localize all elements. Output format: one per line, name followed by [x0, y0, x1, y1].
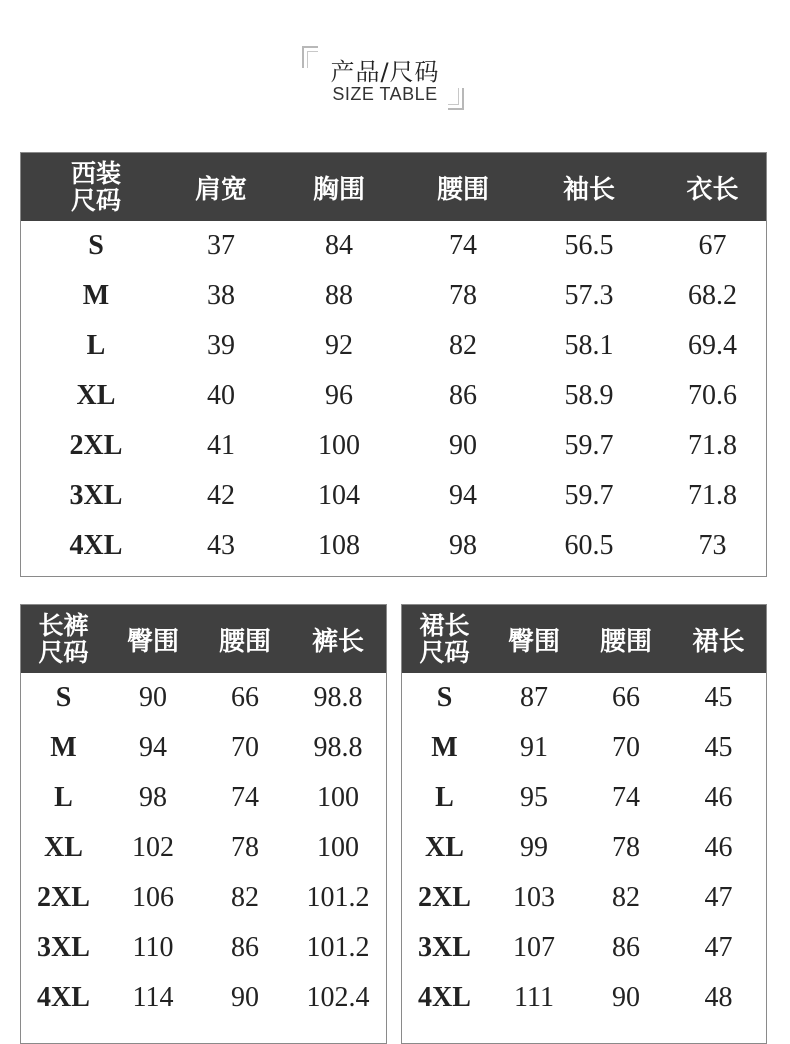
table-cell: 90	[139, 682, 167, 713]
table-cell: 86	[231, 932, 259, 963]
table-row	[21, 673, 386, 723]
column-header: 袖长	[519, 153, 659, 221]
table-cell: 74	[231, 782, 259, 813]
corner-header-line: 裙长	[419, 611, 470, 640]
table-cell: 98	[449, 530, 477, 561]
table-cell: 59.7	[564, 430, 614, 461]
table-cell: 92	[325, 330, 353, 361]
column-header: 腰围	[407, 153, 519, 221]
table-cell: 73	[698, 530, 727, 561]
title-block	[0, 0, 790, 130]
corner-header	[21, 153, 171, 221]
size-label: 3XL	[69, 480, 123, 511]
table-cell: 86	[449, 380, 477, 411]
column-header: 腰围	[581, 605, 671, 673]
table-cell: 70	[612, 732, 640, 763]
table-row	[21, 973, 386, 1023]
table-cell: 45	[704, 682, 733, 713]
corner-header-line: 西装	[70, 159, 121, 188]
table-cell: 107	[513, 932, 555, 963]
size-label: 2XL	[418, 882, 471, 913]
column-header: 胸围	[271, 153, 407, 221]
size-label: L	[86, 330, 106, 361]
size-label: XL	[44, 832, 83, 863]
table-cell: 101.2	[306, 882, 370, 913]
table-cell: 114	[132, 982, 174, 1013]
table-cell: 69.4	[688, 330, 737, 361]
table-row	[21, 521, 766, 571]
size-label: S	[436, 682, 453, 713]
table-cell: 91	[520, 732, 548, 763]
table-cell: 98.8	[313, 682, 363, 713]
table-cell: 43	[207, 530, 235, 561]
table-cell: 47	[704, 932, 733, 963]
table-row	[402, 723, 766, 773]
table-row	[21, 873, 386, 923]
column-header: 裤长	[290, 605, 386, 673]
table-cell: 100	[317, 782, 359, 813]
table-cell: 94	[449, 480, 477, 511]
table-row	[21, 471, 766, 521]
table-cell: 103	[513, 882, 555, 913]
table-cell: 47	[704, 882, 733, 913]
table-cell: 99	[520, 832, 548, 863]
corner-bracket-bottom-right	[448, 88, 464, 110]
corner-header	[21, 605, 106, 673]
table-row	[21, 271, 766, 321]
table-cell: 86	[612, 932, 640, 963]
table-cell: 87	[520, 682, 548, 713]
table-row	[21, 773, 386, 823]
table-cell: 110	[132, 932, 174, 963]
table-cell: 100	[317, 832, 359, 863]
table-cell: 40	[207, 380, 235, 411]
table-cell: 46	[704, 782, 733, 813]
column-header: 臀围	[106, 605, 200, 673]
corner-header-line: 长裤	[38, 611, 89, 640]
table-cell: 98.8	[313, 732, 363, 763]
page-title: 产品/尺码	[330, 58, 440, 86]
table-cell: 60.5	[564, 530, 614, 561]
table-cell: 38	[207, 280, 235, 311]
table-cell: 74	[449, 230, 477, 261]
size-label: M	[50, 732, 77, 763]
table-cell: 82	[231, 882, 259, 913]
corner-header-line: 尺码	[38, 638, 89, 667]
table-cell: 78	[231, 832, 259, 863]
corner-header-line: 尺码	[419, 638, 470, 667]
table-cell: 66	[231, 682, 259, 713]
table-cell: 90	[612, 982, 640, 1013]
table-cell: 56.5	[564, 230, 614, 261]
size-label: M	[431, 732, 458, 763]
table-cell: 84	[325, 230, 353, 261]
table-row	[21, 421, 766, 471]
size-label: S	[88, 230, 104, 261]
table-cell: 68.2	[688, 280, 737, 311]
column-header: 臀围	[487, 605, 581, 673]
table-cell: 71.8	[688, 430, 737, 461]
size-label: L	[54, 782, 73, 813]
table-cell: 70.6	[688, 380, 737, 411]
table-cell: 90	[231, 982, 259, 1013]
table-cell: 100	[318, 430, 360, 461]
table-row	[402, 823, 766, 873]
size-label: M	[82, 280, 110, 311]
size-label: 3XL	[418, 932, 471, 963]
table-cell: 82	[449, 330, 477, 361]
table-cell: 41	[207, 430, 235, 461]
table-cell: 70	[231, 732, 259, 763]
table-cell: 45	[704, 732, 733, 763]
table-cell: 78	[612, 832, 640, 863]
column-header: 腰围	[200, 605, 290, 673]
jacket-size-table	[21, 153, 766, 571]
column-header: 衣长	[659, 153, 766, 221]
table-cell: 78	[449, 280, 477, 311]
size-label: 4XL	[37, 982, 90, 1013]
table-cell: 102	[132, 832, 174, 863]
size-label: 2XL	[69, 430, 123, 461]
size-label: 3XL	[37, 932, 90, 963]
table-row	[21, 221, 766, 271]
table-row	[21, 321, 766, 371]
table-cell: 104	[318, 480, 360, 511]
table-cell: 90	[449, 430, 477, 461]
table-row	[21, 823, 386, 873]
table-cell: 82	[612, 882, 640, 913]
table-cell: 108	[318, 530, 360, 561]
table-row	[402, 773, 766, 823]
table-cell: 59.7	[564, 480, 614, 511]
page-subtitle: SIZE TABLE	[332, 84, 438, 104]
table-cell: 96	[325, 380, 353, 411]
table-cell: 48	[704, 982, 733, 1013]
table-row	[402, 973, 766, 1023]
size-label: XL	[76, 380, 116, 411]
table-cell: 67	[698, 230, 727, 261]
skirt-size-table	[402, 605, 766, 1023]
corner-header	[402, 605, 487, 673]
size-label: L	[435, 782, 454, 813]
corner-header-line: 尺码	[70, 186, 121, 215]
table-row	[402, 673, 766, 723]
table-cell: 66	[612, 682, 640, 713]
table-cell: 57.3	[564, 280, 614, 311]
pants-size-table	[21, 605, 386, 1023]
size-label: 2XL	[37, 882, 90, 913]
column-header: 肩宽	[171, 153, 271, 221]
table-cell: 58.9	[564, 380, 614, 411]
table-row	[21, 723, 386, 773]
table-cell: 95	[520, 782, 548, 813]
table-cell: 98	[139, 782, 167, 813]
table-cell: 101.2	[306, 932, 370, 963]
size-label: 4XL	[418, 982, 471, 1013]
size-label: 4XL	[69, 530, 123, 561]
table-cell: 111	[514, 982, 554, 1013]
table-cell: 58.1	[564, 330, 614, 361]
table-header-row	[21, 153, 766, 221]
table-cell: 39	[207, 330, 235, 361]
table-row	[402, 873, 766, 923]
table-row	[21, 923, 386, 973]
size-label: XL	[425, 832, 464, 863]
table-cell: 94	[139, 732, 167, 763]
table-cell: 102.4	[306, 982, 370, 1013]
table-cell: 37	[207, 230, 235, 261]
table-cell: 74	[612, 782, 640, 813]
table-row	[21, 371, 766, 421]
table-cell: 42	[207, 480, 235, 511]
table-cell: 106	[132, 882, 174, 913]
table-cell: 88	[325, 280, 353, 311]
column-header: 裙长	[671, 605, 766, 673]
table-cell: 46	[704, 832, 733, 863]
table-row	[402, 923, 766, 973]
table-header-row	[21, 605, 386, 673]
table-cell: 71.8	[688, 480, 737, 511]
table-header-row	[402, 605, 766, 673]
size-label: S	[55, 682, 72, 713]
